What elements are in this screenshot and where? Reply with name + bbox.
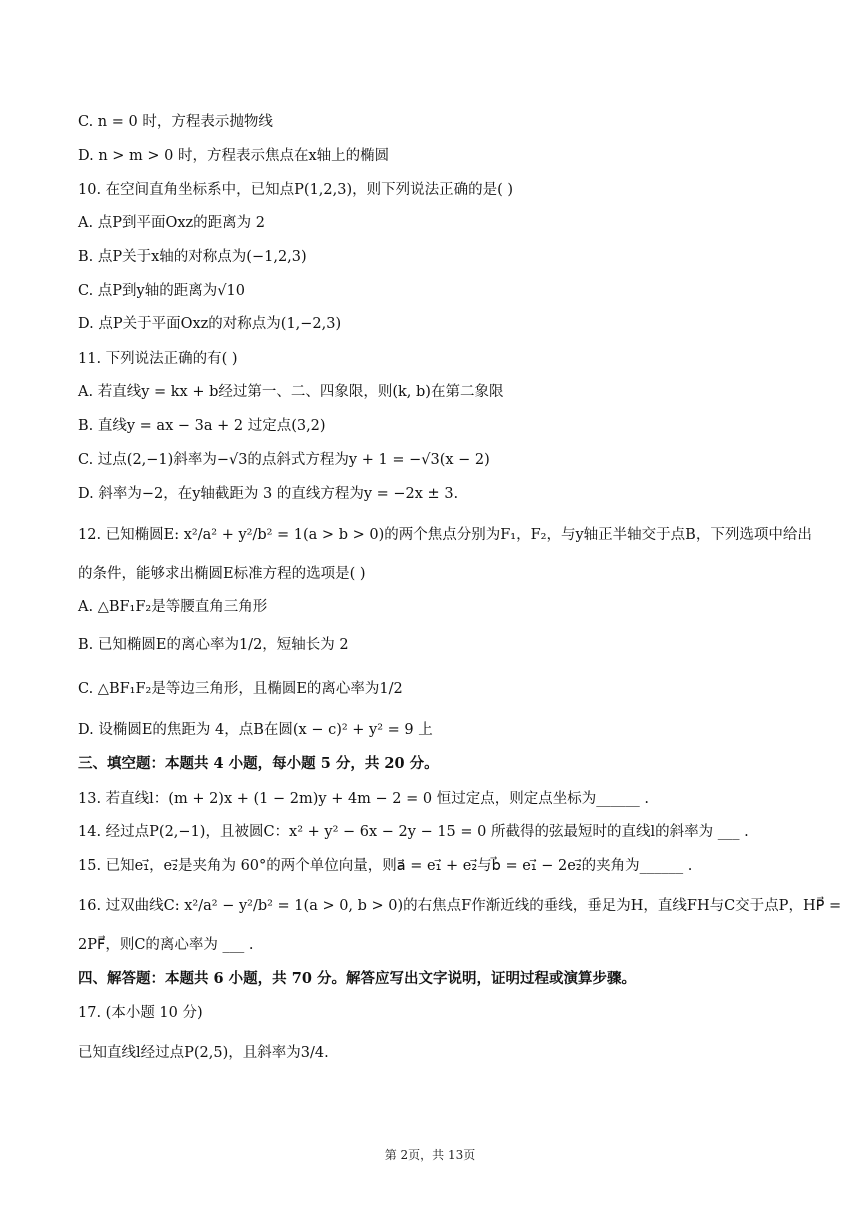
option-12d: D. 设椭圆E的焦距为 4，点B在圆(x − c)² + y² = 9 上 <box>78 722 433 738</box>
question-17-body: 已知直线l经过点P(2,5)，且斜率为3/4. <box>78 1045 329 1061</box>
option-9d: D. n > m > 0 时，方程表示焦点在x轴上的椭圆 <box>78 148 390 164</box>
question-17: 17. (本小题 10 分) <box>78 1005 203 1021</box>
question-10: 10. 在空间直角坐标系中，已知点P(1,2,3)，则下列说法正确的是( ) <box>78 182 514 198</box>
section-heading-answers: 四、解答题：本题共 6 小题，共 70 分。解答应写出文字说明，证明过程或演算步骤。 <box>78 970 636 987</box>
question-12: 12. 已知椭圆E: x²/a² + y²/b² = 1(a > b > 0)的两个焦点分别为F₁，F₂，与y轴正半轴交于点B，下列选项中给出 <box>78 527 812 543</box>
option-10a: A. 点P到平面Oxz的距离为 2 <box>78 215 265 231</box>
option-11d: D. 斜率为−2，在y轴截距为 3 的直线方程为y = −2x ± 3. <box>78 486 459 502</box>
question-12-cont: 的条件，能够求出椭圆E标准方程的选项是( ) <box>78 566 366 582</box>
option-12b: B. 已知椭圆E的离心率为1/2，短轴长为 2 <box>78 637 349 653</box>
question-14: 14. 经过点P(2,−1)，且被圆C：x² + y² − 6x − 2y − 15 = 0 所截得的弦最短时的直线l的斜率为 ___ . <box>78 824 749 840</box>
question-15: 15. 已知e₁⃗，e₂⃗是夹角为 60°的两个单位向量，则a⃗ = e₁⃗ + e₂⃗与b⃗ = e₁⃗ − 2e₂⃗的夹角为______ . <box>78 858 693 874</box>
option-12c: C. △BF₁F₂是等边三角形，且椭圆E的离心率为1/2 <box>78 681 403 697</box>
option-9c: C. n = 0 时，方程表示抛物线 <box>78 114 273 130</box>
option-11a: A. 若直线y = kx + b经过第一、二、四象限，则(k, b)在第二象限 <box>78 384 504 400</box>
option-10d: D. 点P关于平面Oxz的对称点为(1,−2,3) <box>78 316 342 332</box>
page-footer: 第 2页，共 13页 <box>384 1148 476 1162</box>
option-11c: C. 过点(2,−1)斜率为−√3的点斜式方程为y + 1 = −√3(x − 2) <box>78 452 490 468</box>
section-heading-fill-in: 三、填空题：本题共 4 小题，每小题 5 分，共 20 分。 <box>78 755 439 772</box>
question-13: 13. 若直线l：(m + 2)x + (1 − 2m)y + 4m − 2 = 0 恒过定点，则定点坐标为______ . <box>78 791 649 807</box>
question-16-cont: 2PF⃗，则C的离心率为 ___ . <box>78 937 254 953</box>
question-16: 16. 过双曲线C: x²/a² − y²/b² = 1(a > 0, b > 0)的右焦点F作渐近线的垂线，垂足为H，直线FH与C交于点P，HP⃗ = <box>78 898 842 914</box>
option-11b: B. 直线y = ax − 3a + 2 过定点(3,2) <box>78 418 326 434</box>
option-12a: A. △BF₁F₂是等腰直角三角形 <box>78 599 268 615</box>
option-10c: C. 点P到y轴的距离为√10 <box>78 283 245 299</box>
question-11: 11. 下列说法正确的有( ) <box>78 351 238 367</box>
option-10b: B. 点P关于x轴的对称点为(−1,2,3) <box>78 249 307 265</box>
